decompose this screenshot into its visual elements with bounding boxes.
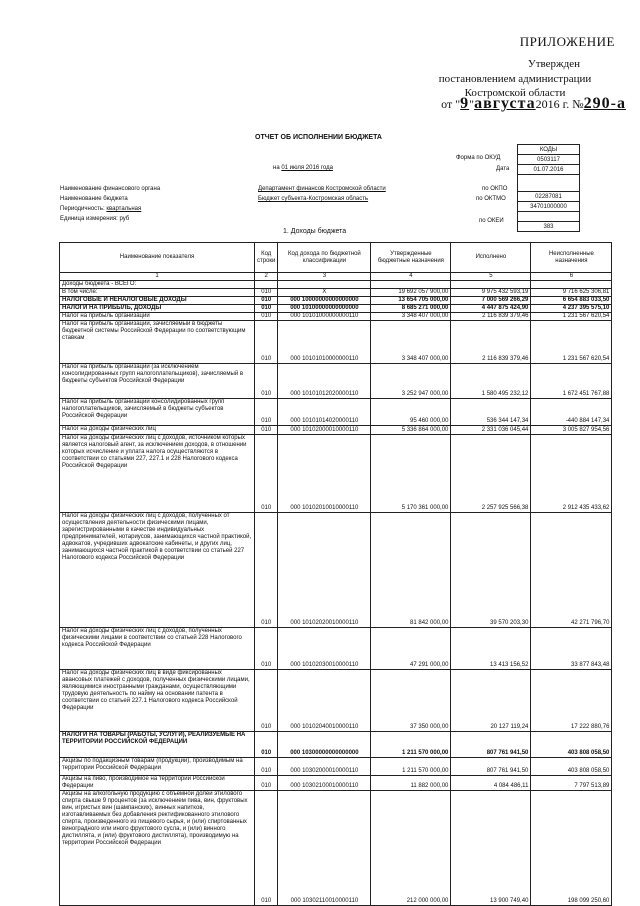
column-number: 5 (451, 273, 531, 281)
cell-kbk: 000 10302000010000110 (278, 758, 371, 776)
table-row (60, 628, 612, 670)
table-header-row (60, 243, 612, 273)
cell-unexecuted: 4 237 395 575,10 (531, 305, 612, 313)
cell-executed: 536 344 147,34 (451, 399, 531, 426)
org-label: Наименование финансового органа (60, 186, 161, 192)
header-cell: Неисполненные назначения (531, 243, 612, 273)
cell-unexecuted: 7 797 513,89 (531, 776, 612, 791)
cell-kbk: 000 10102000010000110 (278, 426, 371, 435)
cell-name: Налог на доходы физических лиц с доходов, источником которых является налоговый агент, за исключением доходов, в отношении которых исчисление и уплата налога осуществляются в соответствии со статьями 227, 227.1 и 228 Налогового кодекса Российской Федерации (60, 435, 255, 513)
period-label: Периодичность: (60, 206, 105, 212)
cell-kbk: 000 10102040010000110 (278, 670, 371, 732)
cell-executed: 13 413 156,52 (451, 628, 531, 670)
cell-code: 010 (255, 426, 278, 435)
org-value: Департамент финансов Костромской области (258, 186, 386, 192)
budget-label: Наименование бюджета (60, 196, 128, 202)
cell-unexecuted (531, 281, 612, 289)
cell-code: 010 (255, 791, 278, 906)
cell-code: 010 (255, 313, 278, 321)
okpo-label: по ОКПО (482, 186, 508, 192)
table-row (60, 776, 612, 791)
cell-approved (371, 281, 451, 289)
cell-executed: 9 975 432 593,19 (451, 289, 531, 297)
cell-code (255, 281, 278, 289)
date-mid: " (469, 97, 475, 111)
cell-approved: 47 291 000,00 (371, 628, 451, 670)
cell-approved: 3 348 407 000,00 (371, 321, 451, 364)
table-row (60, 758, 612, 776)
cell-code: 010 (255, 670, 278, 732)
cell-approved: 19 692 057 900,00 (371, 289, 451, 297)
cell-unexecuted: -440 884 147,34 (531, 399, 612, 426)
cell-executed: 39 570 203,30 (451, 513, 531, 628)
report-title: ОТЧЕТ ОБ ИСПОЛНЕНИИ БЮДЖЕТА (255, 134, 382, 141)
column-number: 4 (371, 273, 451, 281)
date-month: августа (474, 95, 536, 112)
column-number-row (60, 273, 612, 281)
column-number: 1 (60, 273, 255, 281)
cell-approved: 13 654 705 000,00 (371, 297, 451, 305)
cell-approved: 37 350 000,00 (371, 670, 451, 732)
cell-approved: 8 685 271 000,00 (371, 305, 451, 313)
cell-executed: 2 116 839 379,46 (451, 313, 531, 321)
cell-unexecuted: 1 672 451 767,88 (531, 364, 612, 399)
cell-code: 010 (255, 758, 278, 776)
okud-code: 0503117 (518, 155, 580, 165)
cell-name: Налог на доходы физических лиц с доходов, полученных физическими лицами в соответствии со статьей 228 Налогового кодекса Российской Федерации (60, 628, 255, 670)
oktmo-label: по ОКТМО (476, 196, 506, 202)
cell-kbk: 000 10102010010000110 (278, 435, 371, 513)
cell-unexecuted: 3 005 827 954,56 (531, 426, 612, 435)
period (60, 206, 141, 212)
cell-approved: 1 211 570 000,00 (371, 732, 451, 758)
column-number: 6 (531, 273, 612, 281)
cell-executed: 807 761 941,50 (451, 758, 531, 776)
cell-code: 010 (255, 305, 278, 313)
cell-unexecuted: 1 231 567 620,54 (531, 321, 612, 364)
table-row (60, 670, 612, 732)
cell-name: Налог на прибыль организаций (60, 313, 255, 321)
on-date (273, 165, 333, 171)
on-date-value: 01 июля 2016 года (281, 165, 333, 171)
cell-unexecuted: 9 716 625 306,81 (531, 289, 612, 297)
cell-executed: 4 447 875 424,90 (451, 305, 531, 313)
cell-kbk: 000 10302110010000110 (278, 791, 371, 906)
cell-name: НАЛОГОВЫЕ И НЕНАЛОГОВЫЕ ДОХОДЫ (60, 297, 255, 305)
table-row (60, 364, 612, 399)
cell-executed: 2 257 925 566,38 (451, 435, 531, 513)
on-prefix: на (273, 165, 280, 171)
table-row (60, 435, 612, 513)
unit-value: руб (119, 216, 130, 222)
cell-approved: 11 882 000,00 (371, 776, 451, 791)
cell-executed (451, 281, 531, 289)
cell-code: 010 (255, 289, 278, 297)
cell-name: Акцизы на алкогольную продукцию с объемной долей этилового спирта свыше 9 процентов (за исключением пива, вин, фруктовых вин, игристых вин (шампанских), винных напитков, изготавливаемых без добавления ректификованного этилового спирта, произведенного из пищевого сырья, и (или) спиртованных виноградного или иного фруктового сусла, и (или) винного дистиллята, и (или) фруктового дистиллята), производимую на территории Российской Федерации (60, 791, 255, 906)
okpo-code: 02287081 (518, 192, 580, 202)
empty-code-cell (518, 212, 580, 222)
cell-kbk: 000 10300000000000000 (278, 732, 371, 758)
cell-executed: 2 331 036 045,44 (451, 426, 531, 435)
budget-value: Бюджет субъекта-Костромская область (258, 196, 369, 202)
table-row (60, 426, 612, 435)
cell-kbk: 000 10101000000000110 (278, 313, 371, 321)
table-row (60, 305, 612, 313)
cell-unexecuted: 42 271 796,70 (531, 513, 612, 628)
header-cell: Наименование показателя (60, 243, 255, 273)
okei-code: 383 (518, 222, 580, 232)
cell-code: 010 (255, 399, 278, 426)
cell-approved: 81 842 000,00 (371, 513, 451, 628)
cell-executed: 1 580 495 232,12 (451, 364, 531, 399)
unit-label: Единица измерения: (60, 216, 118, 222)
cell-name: Налог на доходы физических лиц с доходов, полученных от осуществления деятельности физическими лицами, зарегистрированными в качестве индивидуальных предпринимателей, нотариусов, занимающихся частной практикой, адвокатов, учредивших адвокатские кабинеты, и других лиц, занимающихся частной практикой в соответствии со статьей 227 Налогового кодекса Российской Федерации (60, 513, 255, 628)
cell-unexecuted: 403 808 058,50 (531, 732, 612, 758)
cell-executed: 807 761 941,50 (451, 732, 531, 758)
table-row (60, 399, 612, 426)
cell-kbk: 000 10101010000000110 (278, 321, 371, 364)
cell-approved: 5 170 361 000,00 (371, 435, 451, 513)
cell-unexecuted: 33 877 843,48 (531, 628, 612, 670)
header-cell: Код строки (255, 243, 278, 273)
cell-name: В том числе: (60, 289, 255, 297)
date-day: 9 (460, 95, 470, 112)
cell-name: НАЛОГИ НА ПРИБЫЛЬ, ДОХОДЫ (60, 305, 255, 313)
decree-line-1: постановлением администрации (438, 73, 592, 85)
cell-code: 010 (255, 732, 278, 758)
table-row (60, 791, 612, 906)
cell-name: Акцизы по подакцизным товарам (продукции), производимым на территории Российской Федерации (60, 758, 255, 776)
cell-kbk: 000 10102020010000110 (278, 513, 371, 628)
cell-name: НАЛОГИ НА ТОВАРЫ (РАБОТЫ, УСЛУГИ), РЕАЛИЗУЕМЫЕ НА ТЕРРИТОРИИ РОССИЙСКОЙ ФЕДЕРАЦИИ (60, 732, 255, 758)
cell-code: 010 (255, 435, 278, 513)
oktmo-code: 34701000000 (518, 202, 580, 212)
cell-executed: 4 084 486,11 (451, 776, 531, 791)
unit (60, 216, 129, 222)
column-number: 2 (255, 273, 278, 281)
period-value: квартальная (106, 206, 142, 212)
cell-unexecuted: 403 808 058,50 (531, 758, 612, 776)
cell-approved: 3 348 407 000,00 (371, 313, 451, 321)
table-row (60, 313, 612, 321)
cell-approved: 212 000 000,00 (371, 791, 451, 906)
empty-code-cell (518, 175, 580, 192)
cell-executed: 20 127 119,24 (451, 670, 531, 732)
cell-kbk: X (278, 289, 371, 297)
date-number: 290-а (583, 95, 626, 112)
cell-approved: 1 211 570 000,00 (371, 758, 451, 776)
codes-header: КОДЫ (518, 145, 580, 155)
cell-kbk: 000 10000000000000000 (278, 297, 371, 305)
cell-unexecuted: 198 099 250,60 (531, 791, 612, 906)
approved-label: Утвержден (527, 58, 580, 70)
cell-code: 010 (255, 776, 278, 791)
date-year: 2016 г. № (535, 97, 584, 111)
cell-executed: 2 116 839 379,46 (451, 321, 531, 364)
table-row (60, 281, 612, 289)
cell-kbk: 000 10100000000000000 (278, 305, 371, 313)
cell-approved: 95 460 000,00 (371, 399, 451, 426)
cell-kbk: 000 10302100010000110 (278, 776, 371, 791)
okud-label: Форма по ОКУД (456, 155, 501, 161)
table-row (60, 321, 612, 364)
cell-kbk: 000 10101012020000110 (278, 364, 371, 399)
cell-executed: 13 900 749,40 (451, 791, 531, 906)
cell-name: Налог на прибыль организаций (за исключением консолидированных групп налогоплательщиков), зачисляемый в бюджеты субъектов Российской Федерации (60, 364, 255, 399)
decree-line-2: Костромской области (464, 87, 566, 99)
header-cell: Исполнено (451, 243, 531, 273)
okei-label: по ОКЕИ (479, 218, 504, 224)
date-label: Дата (496, 166, 510, 172)
date-prefix: от " (441, 97, 461, 111)
cell-code: 010 (255, 364, 278, 399)
cell-approved: 3 252 947 000,00 (371, 364, 451, 399)
income-table (59, 242, 612, 906)
cell-unexecuted: 2 912 435 433,62 (531, 435, 612, 513)
date-code: 01.07.2016 (518, 165, 580, 175)
cell-executed: 7 000 569 266,29 (451, 297, 531, 305)
cell-unexecuted: 17 222 880,76 (531, 670, 612, 732)
cell-code: 010 (255, 513, 278, 628)
cell-code: 010 (255, 297, 278, 305)
section-title: 1. Доходы бюджета (283, 228, 347, 235)
decree-date (441, 95, 626, 113)
cell-kbk: 000 10102030010000110 (278, 628, 371, 670)
cell-approved: 5 336 864 000,00 (371, 426, 451, 435)
appendix-label: ПРИЛОЖЕНИЕ (519, 34, 615, 49)
codes-box (517, 144, 580, 232)
header-cell: Утвержденные бюджетные назначения (371, 243, 451, 273)
cell-name: Налог на доходы физических лиц в виде фиксированных авансовых платежей с доходов, полученных физическими лицами, являющимися иностранными гражданами, осуществляющими трудовую деятельность по найму на основании патента в соответствии со статьей 227.1 Налогового кодекса Российской Федерации (60, 670, 255, 732)
cell-code: 010 (255, 628, 278, 670)
cell-kbk (278, 281, 371, 289)
table-row (60, 513, 612, 628)
cell-name: Налог на прибыль организаций, зачисляемый в бюджеты бюджетной системы Российской Федерации по соответствующим ставкам (60, 321, 255, 364)
header-cell: Код дохода по бюджетной классификации (278, 243, 371, 273)
cell-unexecuted: 1 231 567 620,54 (531, 313, 612, 321)
table-row (60, 297, 612, 305)
cell-name: Доходы бюджета - ВСЕГО: (60, 281, 255, 289)
cell-kbk: 000 10101014020000110 (278, 399, 371, 426)
table-row (60, 289, 612, 297)
column-number: 3 (278, 273, 371, 281)
cell-unexecuted: 6 654 883 033,50 (531, 297, 612, 305)
cell-name: Налог на прибыль организаций консолидированных групп налогоплательщиков, зачисляемый в бюджеты субъектов Российской Федерации (60, 399, 255, 426)
cell-name: Акцизы на пиво, производимое на территории Российской Федерации (60, 776, 255, 791)
cell-name: Налог на доходы физических лиц (60, 426, 255, 435)
cell-code: 010 (255, 321, 278, 364)
table-row (60, 732, 612, 758)
